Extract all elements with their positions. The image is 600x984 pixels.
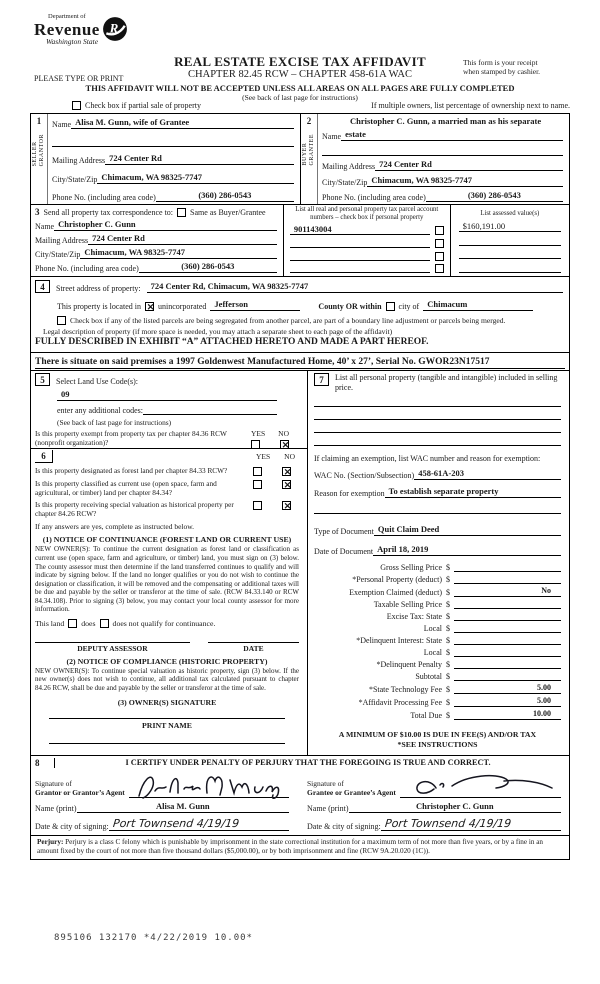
segregated-label: Check box if any of the listed parcels are being segregated from another parcel, are part of a boundary line adjustment or parcels being merged. <box>70 316 506 325</box>
additional-codes-field[interactable] <box>143 404 277 415</box>
seller-phone-label: Phone No. (including area code) <box>52 193 156 202</box>
money-label: *State Technology Fee <box>368 684 442 694</box>
reason-field[interactable]: To establish separate property <box>385 486 561 498</box>
street-address-field[interactable]: 724 Center Rd, Chimacum, WA 98325-7747 <box>147 281 563 293</box>
any-yes-note: If any answers are yes, complete as instructed below. <box>35 522 195 532</box>
corr-city-field[interactable]: Chimacum, WA 98325-7747 <box>80 247 277 259</box>
seller-city-label: City/State/Zip <box>52 174 98 184</box>
current-use-yes-checkbox[interactable] <box>253 480 262 489</box>
reason-extra-line[interactable] <box>314 501 561 514</box>
dollar-sign: $ <box>446 671 450 681</box>
forest-land-question: Is this property designated as forest land per chapter 84.33 RCW? <box>35 466 228 475</box>
multiple-owners-note: If multiple owners, list percentage of ownership next to name. <box>371 101 570 110</box>
partial-sale-checkbox[interactable] <box>72 101 81 110</box>
same-as-buyer-label: Same as Buyer/Grantee <box>190 207 266 217</box>
svg-text:R: R <box>109 20 119 36</box>
print-name-line[interactable] <box>49 732 285 744</box>
located-in-label: This property is located in <box>57 302 141 311</box>
parcel-personal-checkbox[interactable] <box>435 264 444 273</box>
does-qualify-checkbox[interactable] <box>68 619 77 628</box>
county-field[interactable]: Jefferson <box>210 299 300 311</box>
perjury-notice: Perjury: Perjury is a class C felony which is punishable by imprisonment in the state correctional institution for a maximum term of not more than five years, or by a fine in an amount fixed by the court of not more than five thousand dollars ($5,000.00), or by both imprisonment and fine (RCW 9A.20.020 (1C)). <box>30 836 570 860</box>
yes-header: YES <box>250 429 266 438</box>
money-label: Excise Tax: State <box>386 611 442 621</box>
grantor-signature-label: Signature of Grantor or Grantor’s Agent <box>35 778 125 798</box>
buyer-mailing-field[interactable]: 724 Center Rd <box>375 159 563 171</box>
grantee-name-print-field[interactable]: Christopher C. Gunn <box>349 801 561 813</box>
reason-label: Reason for exemption <box>314 488 385 498</box>
corr-mailing-label: Mailing Address <box>35 236 89 245</box>
taxable-selling-price-field[interactable] <box>454 598 561 609</box>
section5-number: 5 <box>35 373 50 386</box>
parcel-field[interactable] <box>290 263 430 273</box>
street-address-label: Street address of property: <box>56 284 141 293</box>
personal-property-deduct-field[interactable] <box>454 573 561 584</box>
city-of-checkbox[interactable] <box>386 302 395 311</box>
personal-property-line[interactable] <box>314 420 561 433</box>
no-header: NO <box>284 452 295 461</box>
document-type-label: Type of Document <box>314 526 374 536</box>
dollar-sign: $ <box>446 599 450 609</box>
certification-section <box>30 756 570 836</box>
assessed-values-column <box>451 205 569 276</box>
buyer-city-field[interactable]: Chimacum, WA 98325-7747 <box>367 175 563 187</box>
premises-note: There is situate on said premises a 1997 Goldenwest Manufactured Home, 40’ x 27’, Serial No. GWOR23N17517 <box>30 353 570 371</box>
corr-phone-label: Phone No. (including area code) <box>35 264 139 273</box>
section6-number: 6 <box>35 450 53 463</box>
assessed-value-field[interactable] <box>459 236 561 246</box>
state-technology-fee-field[interactable]: 5.00 <box>454 682 561 694</box>
personal-property-line[interactable] <box>314 394 561 407</box>
this-land-label: This land <box>35 618 65 628</box>
buyer-mailing-label: Mailing Address <box>322 162 376 172</box>
see-back-note: (See back of last page for instructions) <box>242 93 358 102</box>
parcel-field[interactable] <box>290 251 430 261</box>
does-not-qualify-checkbox[interactable] <box>100 619 109 628</box>
money-label: Local <box>423 647 442 657</box>
seller-name-field[interactable]: Alisa M. Gunn, wife of Grantee <box>71 117 294 129</box>
receipt-note: This form is your receipt when stamped by cashier. <box>463 58 541 77</box>
excise-tax-state-field[interactable] <box>454 610 561 621</box>
money-label: *Affidavit Processing Fee <box>358 697 442 707</box>
section4-number: 4 <box>35 280 50 293</box>
notice2-body: NEW OWNER(S): To continue special valuation as historic property, sign (3) below. If the new owner(s) does not wish to continue, all additional tax calculated pursuant to chapter 84.26 RCW, shall be due and payable by the seller or transferor at the time of sale. <box>35 666 299 692</box>
historical-no-checkbox[interactable] <box>282 501 291 510</box>
money-label: *Delinquent Interest: State <box>356 635 442 645</box>
buyer-name-line1: Christopher C. Gunn, a married man as his separate <box>350 116 542 126</box>
nonprofit-yes-checkbox[interactable] <box>251 440 260 449</box>
grantor-name-print-label: Name (print) <box>35 804 77 813</box>
forest-yes-checkbox[interactable] <box>253 467 262 476</box>
historical-question: Is this property receiving special valuation as historical property per chapter 84.26 RCW? <box>35 500 234 519</box>
logo-revenue-text: Revenue <box>34 19 100 39</box>
parcel-personal-checkbox[interactable] <box>435 226 444 235</box>
buyer-phone-label: Phone No. (including area code) <box>322 192 426 202</box>
money-label: *Delinquent Penalty <box>376 659 442 669</box>
logo-state-text: Washington State <box>46 36 99 46</box>
land-use-code-field[interactable]: 09 <box>57 389 277 401</box>
nonprofit-no-checkbox[interactable] <box>280 440 289 449</box>
parties-box <box>30 113 570 277</box>
personal-property-section <box>308 371 570 756</box>
grantor-signature-field[interactable] <box>129 772 289 798</box>
delinquent-interest-local-field[interactable] <box>454 646 561 657</box>
section5-see-back: (See back of last page for instructions) <box>57 418 172 427</box>
money-label: *Personal Property (deduct) <box>352 574 442 584</box>
legal-description-label: Legal description of property (if more space is needed, you may attach a separate sheet to each page of the affidavit) <box>43 327 393 336</box>
grantee-date-city-label: Date & city of signing: <box>307 822 381 831</box>
deputy-assessor-line[interactable]: DEPUTY ASSESSOR <box>35 642 190 653</box>
grantee-signature-label: Signature of Grantee or Grantee’s Agent <box>307 778 396 798</box>
money-label: Gross Selling Price <box>380 562 442 572</box>
buyer-side-label: BUYER <box>302 142 308 166</box>
dollar-sign: $ <box>446 647 450 657</box>
exemption-claimed-field[interactable]: No <box>454 585 561 597</box>
corr-phone-field[interactable]: (360) 286-0543 <box>139 261 277 273</box>
assessed-value-field[interactable] <box>459 249 561 259</box>
section3-number: 3 <box>35 207 40 217</box>
seller-mailing-label: Mailing Address <box>52 156 106 165</box>
seller-name-extra-field[interactable] <box>52 136 294 147</box>
document-type-field[interactable]: Quit Claim Deed <box>374 524 561 536</box>
owners-signature-label: (3) OWNER(S) SIGNATURE <box>117 698 217 708</box>
seller-city-field[interactable]: Chimacum, WA 98325-7747 <box>97 172 294 184</box>
dollar-sign: $ <box>446 710 450 720</box>
form-title: REAL ESTATE EXCISE TAX AFFIDAVIT <box>174 54 426 69</box>
personal-property-line[interactable] <box>314 433 561 446</box>
affidavit-processing-fee-field[interactable]: 5.00 <box>454 695 561 707</box>
total-due-field[interactable]: 10.00 <box>454 708 561 720</box>
owners-signature-line[interactable] <box>49 707 285 719</box>
section2-number: 2 <box>306 116 312 126</box>
grantee-side-label: GRANTEE <box>309 134 315 166</box>
grantee-signature-icon <box>406 772 556 802</box>
grantor-signature-icon <box>135 768 285 802</box>
city-field[interactable]: Chimacum <box>423 299 533 311</box>
assessor-date-line[interactable]: DATE <box>208 642 299 653</box>
current-use-no-checkbox[interactable] <box>282 480 291 489</box>
buyer-name-field[interactable]: estate <box>341 129 563 141</box>
grantor-date-city-label: Date & city of signing: <box>35 822 109 831</box>
dor-logo <box>34 14 164 45</box>
section7-heading: List all personal property (tangible and intangible) included in selling price. <box>335 373 558 393</box>
historical-yes-checkbox[interactable] <box>253 501 262 510</box>
parcel-field[interactable]: 901143004 <box>290 224 430 235</box>
same-as-buyer-checkbox[interactable] <box>177 208 186 217</box>
unincorporated-label: unincorporated <box>157 302 207 311</box>
forest-no-checkbox[interactable] <box>282 467 291 476</box>
notice2-title: (2) NOTICE OF COMPLIANCE (HISTORIC PROPERTY) <box>66 656 268 666</box>
buyer-city-label: City/State/Zip <box>322 177 368 187</box>
grantor-side-label: GRANTOR <box>39 134 45 167</box>
corr-name-field[interactable]: Christopher C. Gunn <box>54 219 277 231</box>
wac-field[interactable]: 458-61A-203 <box>414 468 561 480</box>
dollar-sign: $ <box>446 611 450 621</box>
nonprofit-question: Is this property exempt from property tax per chapter 84.36 RCW (nonprofit organization)? <box>35 429 227 448</box>
wac-label: WAC No. (Section/Subsection) <box>314 470 415 480</box>
buyer-name-extra-field[interactable] <box>322 145 563 156</box>
dollar-sign: $ <box>446 697 450 707</box>
grantee-signature-field[interactable] <box>400 772 561 798</box>
section1-number: 1 <box>36 116 42 126</box>
legal-description-value[interactable]: FULLY DESCRIBED IN EXHIBIT “A” ATTACHED HERETO AND MADE A PART HEREOF. <box>35 337 429 347</box>
grantee-date-city-field[interactable]: Port Townsend 4/19/19 <box>381 818 561 831</box>
corr-name-label: Name <box>35 222 55 231</box>
please-type-note: PLEASE TYPE OR PRINT <box>34 74 124 83</box>
money-label: Total Due <box>410 710 442 720</box>
section7-number: 7 <box>314 373 329 386</box>
tax-correspondence-section <box>31 205 284 276</box>
money-label: Subtotal <box>415 671 442 681</box>
buyer-name-label: Name <box>322 132 342 142</box>
current-use-question: Is this property classified as current use (open space, farm and agricultural, or timber) land per chapter 84.34? <box>35 479 217 498</box>
money-label: Exemption Claimed (deduct) <box>349 587 442 597</box>
yes-header: YES <box>255 452 271 461</box>
dollar-sign: $ <box>446 587 450 597</box>
delinquent-penalty-field[interactable] <box>454 658 561 669</box>
personal-property-line[interactable] <box>314 407 561 420</box>
dollar-sign: $ <box>446 574 450 584</box>
grantor-name-print-field[interactable]: Alisa M. Gunn <box>77 801 289 813</box>
buyer-section <box>300 114 569 204</box>
county-or-label: County OR within <box>318 302 382 311</box>
notice1-body: NEW OWNER(S): To continue the current designation as forest land or classification as current use (open space, farm and agriculture, or timber) land, you must sign on (3) below. The county assessor must then determine if the land transferred continues to qualify and will indicate by signing below. If the land no longer qualifies or you do not wish to continue the designation or classification, it will be removed and the compensating or additional taxes will be due and payable by the seller or transferor at the time of sale. (RCW 84.33.140 or RCW 84.34.108). Prior to signing (3) below, you may contact your local county assessor for more information. <box>35 545 299 614</box>
land-use-label: Select Land Use Code(s): <box>56 377 138 386</box>
excise-tax-local-field[interactable] <box>454 622 561 633</box>
money-label: Local <box>423 623 442 633</box>
segregated-checkbox[interactable] <box>57 316 66 325</box>
additional-codes-label: enter any additional codes: <box>57 406 143 415</box>
seller-phone-field[interactable]: (360) 286-0543 <box>156 190 294 202</box>
parcel-field[interactable] <box>290 238 430 248</box>
parcel-personal-checkbox[interactable] <box>435 252 444 261</box>
document-date-label: Date of Document <box>314 546 374 556</box>
grantee-name-print-label: Name (print) <box>307 804 349 813</box>
document-date-field[interactable]: April 18, 2019 <box>373 544 561 556</box>
gross-selling-price-field[interactable] <box>454 561 561 572</box>
parcel-numbers-column <box>284 205 451 276</box>
subtotal-field[interactable] <box>454 670 561 681</box>
logo-dept-text: Department of <box>48 13 86 20</box>
minimum-fee-note: A MINIMUM OF $10.00 IS DUE IN FEE(S) AND/OR TAX *SEE INSTRUCTIONS <box>338 729 537 750</box>
property-location-section <box>30 277 570 353</box>
unincorporated-checkbox[interactable] <box>145 302 154 311</box>
land-use-section <box>30 371 308 449</box>
corr-mailing-field[interactable]: 724 Center Rd <box>88 233 277 245</box>
partial-sale-label: Check box if partial sale of property <box>85 101 201 110</box>
dollar-sign: $ <box>446 659 450 669</box>
parcel-header: List all real and personal property tax parcel account numbers – check box if personal property <box>295 206 439 222</box>
revenue-swoosh-icon <box>102 16 128 42</box>
does-not-label: does not qualify for continuance. <box>112 618 216 628</box>
dollar-sign: $ <box>446 623 450 633</box>
assessed-value-field[interactable] <box>459 263 561 273</box>
seller-side-label: SELLER <box>32 141 38 167</box>
seller-mailing-field[interactable]: 724 Center Rd <box>105 153 294 165</box>
section3-heading: Send all property tax correspondence to: <box>43 207 174 217</box>
grantor-date-city-field[interactable]: Port Townsend 4/19/19 <box>109 818 289 831</box>
seller-name-label: Name <box>52 120 72 129</box>
no-header: NO <box>278 429 289 438</box>
seller-section <box>31 114 300 204</box>
print-name-label: PRINT NAME <box>142 721 192 731</box>
money-label: Taxable Selling Price <box>373 599 442 609</box>
does-label: does <box>81 618 96 628</box>
exemption-note: If claiming an exemption, list WAC number and reason for exemption: <box>314 453 541 463</box>
section8-number: 8 <box>35 758 55 768</box>
dollar-sign: $ <box>446 635 450 645</box>
cashier-stamp: 895106 132170 *4/22/2019 10.00* <box>54 933 253 943</box>
city-of-label: city of <box>398 302 420 311</box>
assessed-value-field[interactable]: $160,191.00 <box>459 221 561 232</box>
form-subtitle: CHAPTER 82.45 RCW – CHAPTER 458-61A WAC <box>188 69 412 80</box>
certify-statement: I CERTIFY UNDER PENALTY OF PERJURY THAT THE FOREGOING IS TRUE AND CORRECT. <box>125 758 491 767</box>
dollar-sign: $ <box>446 684 450 694</box>
designation-section <box>30 449 308 756</box>
delinquent-interest-state-field[interactable] <box>454 634 561 645</box>
corr-city-label: City/State/Zip <box>35 250 81 259</box>
dollar-sign: $ <box>446 562 450 572</box>
parcel-personal-checkbox[interactable] <box>435 239 444 248</box>
warning-note: THIS AFFIDAVIT WILL NOT BE ACCEPTED UNLESS ALL AREAS ON ALL PAGES ARE FULLY COMPLETED <box>85 83 515 93</box>
assessed-header: List assessed value(s) <box>480 210 540 217</box>
buyer-phone-field[interactable]: (360) 286-0543 <box>426 190 563 202</box>
notice1-title: (1) NOTICE OF CONTINUANCE (FOREST LAND OR CURRENT USE) <box>42 535 292 545</box>
